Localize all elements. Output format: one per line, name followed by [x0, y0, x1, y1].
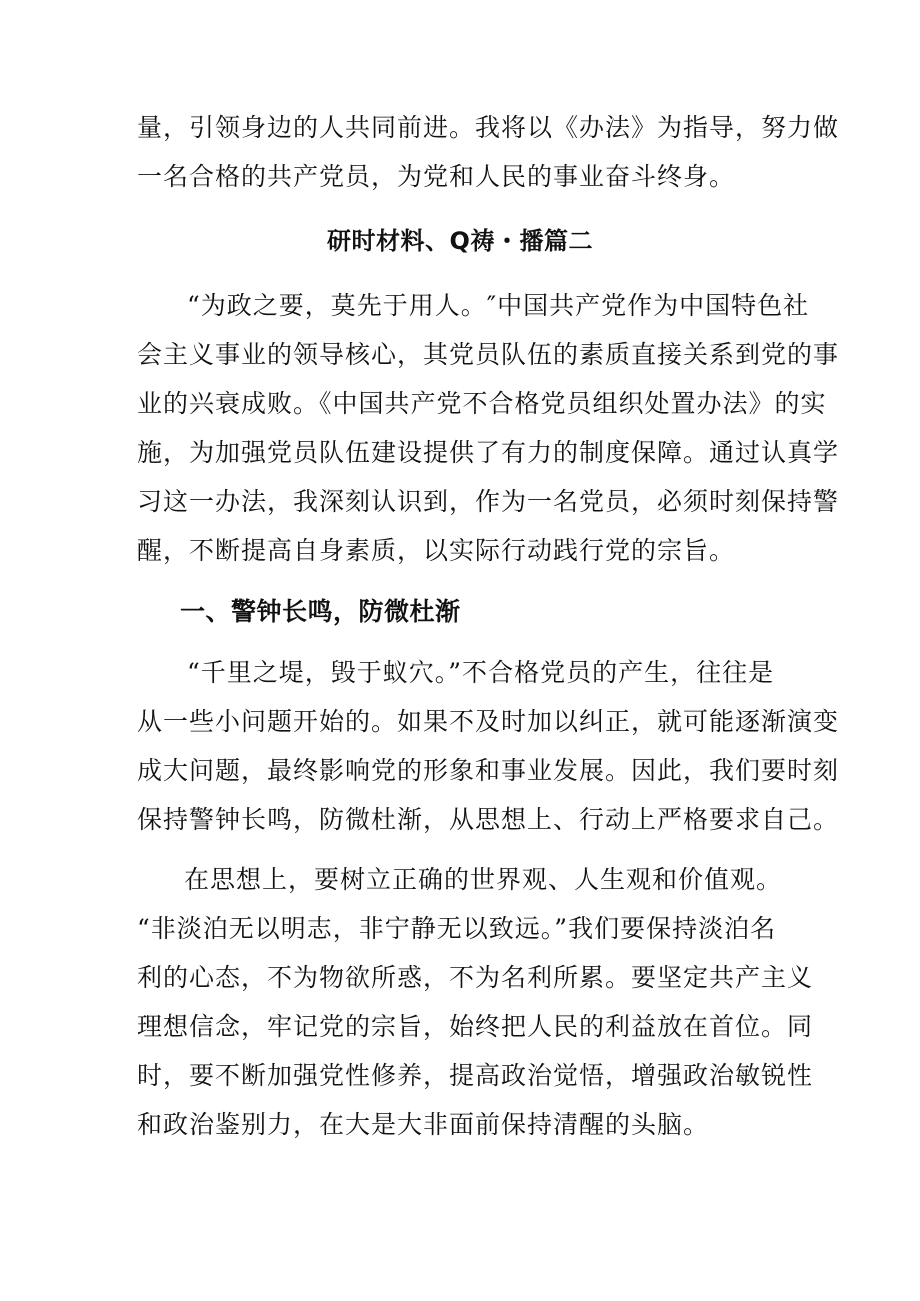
paragraph-line: 从一些小问题开始的。如果不及时加以纠正，就可能逐渐演变 — [137, 707, 840, 736]
paragraph-line: 醒，不断提高自身素质，以实际行动践行党的宗旨。 — [137, 536, 736, 565]
intro-line: 一名合格的共产党员，为党和人民的事业奋斗终身。 — [137, 162, 736, 191]
paragraph-line: 时，要不断加强党性修养，提高政治觉悟，增强政治敏锐性 — [137, 1061, 814, 1090]
paragraph-line: 成大问题，最终影响党的形象和事业发展。因此，我们要时刻 — [137, 756, 840, 785]
paragraph-line: “千里之堤，毁于蚁穴。”不合格党员的产生，往往是 — [187, 658, 775, 687]
paragraph-line: 会主义事业的领导核心，其党员队伍的素质直接关系到党的事 — [137, 340, 840, 369]
paragraph-line: “为政之要，莫先于用人。″中国共产党作为中国特色社 — [187, 291, 810, 320]
paragraph-line: 施，为加强党员队伍建设提供了有力的制度保障。通过认真学 — [137, 438, 840, 467]
paragraph-line: 保持警钟长鸣，防微杜渐，从思想上、行动上严格要求自己。 — [137, 805, 840, 834]
paragraph-line: “非淡泊无以明志，非宁静无以致远。”我们要保持淡泊名 — [137, 914, 777, 943]
paragraph-line: 习这一办法，我深刻认识到，作为一名党员，必须时刻保持警 — [137, 487, 840, 516]
paragraph-line: 理想信念，牢记党的宗旨，始终把人民的利益放在首位。同 — [137, 1012, 814, 1041]
paragraph-line: 业的兴衰成败。《中国共产党不合格党员组织处置办法》的实 — [137, 389, 827, 418]
heading-1: 一、警钟长鸣，防微杜渐 — [180, 597, 461, 626]
paragraph-line: 利的心态，不为物欲所惑，不为名利所累。要坚定共产主义 — [137, 963, 814, 992]
section-title: 研时材料、Q祷・播篇二 — [327, 227, 593, 255]
paragraph-line: 在思想上，要树立正确的世界观、人生观和价值观。 — [184, 865, 783, 894]
intro-line: 量，引领身边的人共同前进。我将以《办法》为指导，努力做 — [137, 113, 840, 142]
paragraph-line: 和政治鉴别力，在大是大非面前保持清醒的头脑。 — [137, 1110, 710, 1139]
